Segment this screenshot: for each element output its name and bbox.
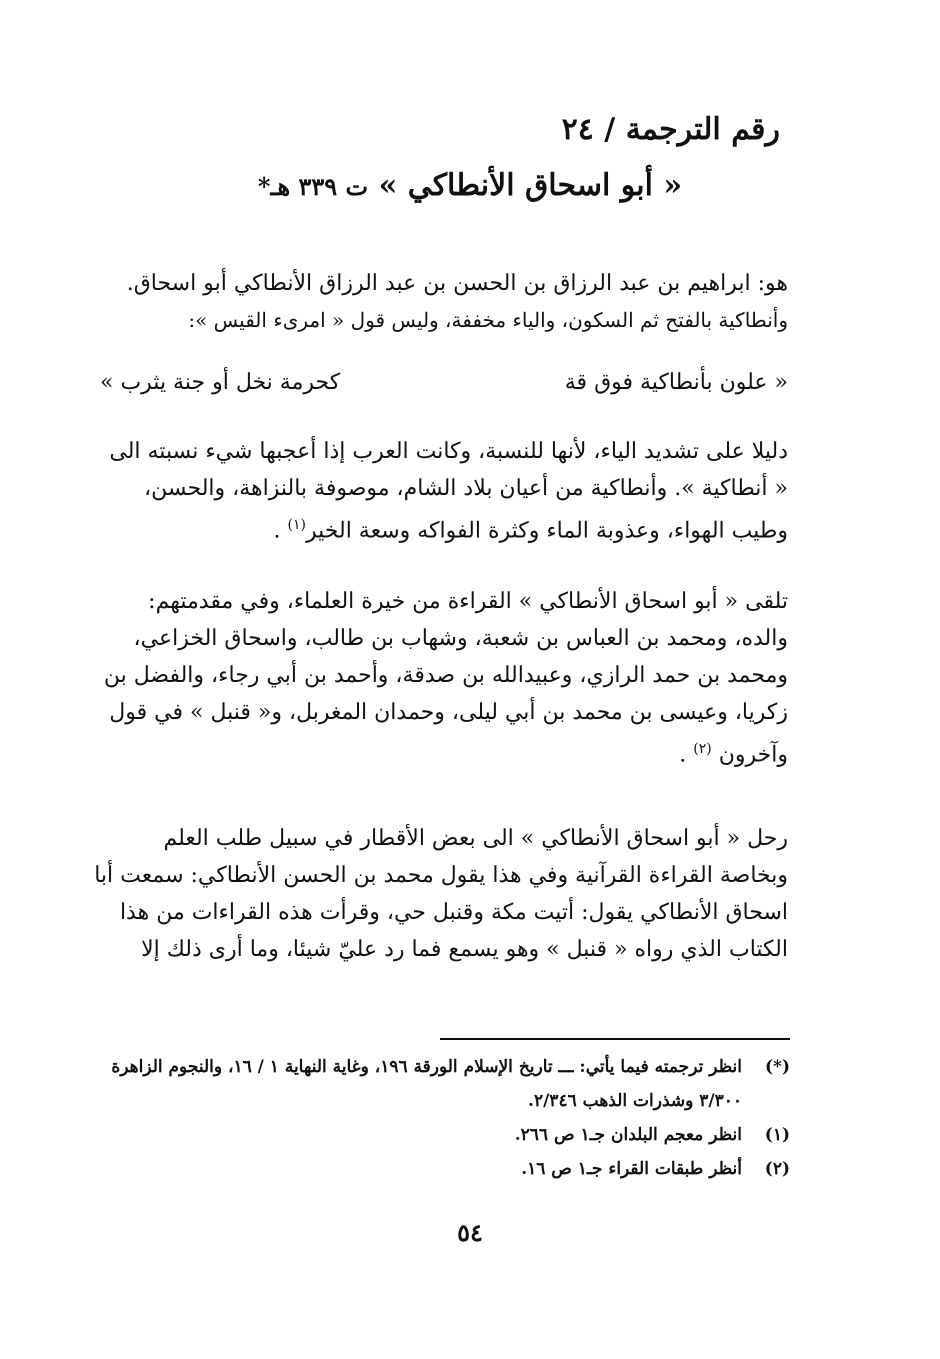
footnote-item (100, 1152, 790, 1186)
line-text: وطيب الهواء، وعذوبة الماء وكثرة الفواكه وسعة الخير (306, 518, 788, 544)
line-end: . (273, 518, 281, 544)
footnote-text (100, 1050, 742, 1118)
paragraph-line: رحل « أبو اسحاق الأنطاكي » الى بعض الأقطار في سبيل طلب العلم (163, 826, 788, 851)
paragraph-line: وأنطاكية بالفتح ثم السكون، والياء مخففة، وليس قول « امرىء القيس »: (188, 308, 788, 332)
footnote-item (100, 1118, 790, 1152)
footnote-line: ٣/٣٠٠ وشذرات الذهب ٢/٣٤٦. (528, 1091, 742, 1111)
paragraph-line: والده، ومحمد بن العباس بن شعبة، وشهاب بن طالب، واسحاق الخزاعي، (133, 626, 788, 651)
title-note-mark: * (257, 172, 271, 201)
footnote-mark: (١) (764, 1125, 790, 1145)
title-name: « أبو اسحاق الأنطاكي » (378, 168, 683, 203)
paragraph-line: ومحمد بن حمد الرازي، وعبيدالله بن صدقة، وأحمد بن أبي رجاء، والفضل بن (103, 663, 788, 688)
title-death-date: ت ٣٣٩ هـ (270, 172, 369, 201)
footnotes (100, 1050, 790, 1186)
footnote-mark: (٢) (764, 1159, 790, 1179)
paragraph-identity (100, 265, 788, 339)
verse-second-hemistich: كحرمة نخل أو جنة يثرب » (100, 370, 341, 395)
paragraph-travels (94, 820, 788, 968)
paragraph-line: زكريا، وعيسى بن محمد بن أبي ليلى، وحمدان المغربل، و« قنبل » في قول (109, 700, 788, 725)
footnote-mark: (*) (765, 1057, 790, 1077)
paragraph-line: دليلا على تشديد الياء، لأنها للنسبة، وكانت العرب إذا أعجبها شيء نسبته الى (109, 439, 788, 464)
footnote-ref-1: (١) (287, 517, 307, 533)
footnote-text: انظر معجم البلدان جـ١ ص ٢٦٦. (514, 1125, 742, 1145)
line-text: وآخرون (718, 742, 788, 768)
footnote-item (100, 1050, 790, 1118)
paragraph-line: تلقى « أبو اسحاق الأنطاكي » القراءة من خيرة العلماء، وفي مقدمتهم: (148, 589, 788, 614)
paragraph-line: الكتاب الذي رواه « قنبل » وهو يسمع فما رد عليّ شيئا، وما أرى ذلك إلا (141, 937, 788, 962)
line-end: . (679, 742, 687, 768)
paragraph-antioch (100, 433, 788, 549)
footnote-line: انظر ترجمته فيما يأتي: ـــ تاريخ الإسلام الورقة ١٩٦، وغاية النهاية ١ / ١٦، والنجوم الزاهرة (111, 1057, 742, 1077)
entry-title (150, 168, 790, 203)
paragraph-line: اسحاق الأنطاكي يقول: أتيت مكة وقنبل حي، وقرأت هذه القراءات من هذا (119, 900, 788, 925)
paragraph-line: هو: ابراهيم بن عبد الرزاق بن الحسن بن عبد الرزاق الأنطاكي أبو اسحاق. (126, 271, 788, 296)
footnote-divider (440, 1038, 790, 1040)
paragraph-line (100, 507, 788, 549)
footnote-text: أنظر طبقات القراء جـ١ ص ١٦. (521, 1159, 742, 1179)
paragraph-line (100, 731, 788, 773)
page-number: ٥٤ (457, 1218, 483, 1247)
footnote-ref-2: (٢) (693, 741, 712, 757)
paragraph-teachers (100, 583, 788, 773)
verse-first-hemistich: « علون بأنطاكية فوق قة (564, 370, 788, 395)
paragraph-line: « أنطاكية ». وأنطاكية من أعيان بلاد الشام، موصوفة بالنزاهة، والحسن، (144, 476, 788, 501)
poetry-verse (100, 370, 788, 395)
entry-number-heading: رقم الترجمة / ٢٤ (561, 112, 780, 147)
paragraph-line: وبخاصة القراءة القرآنية وفي هذا يقول محمد بن الحسن الأنطاكي: سمعت أبا (94, 863, 788, 888)
